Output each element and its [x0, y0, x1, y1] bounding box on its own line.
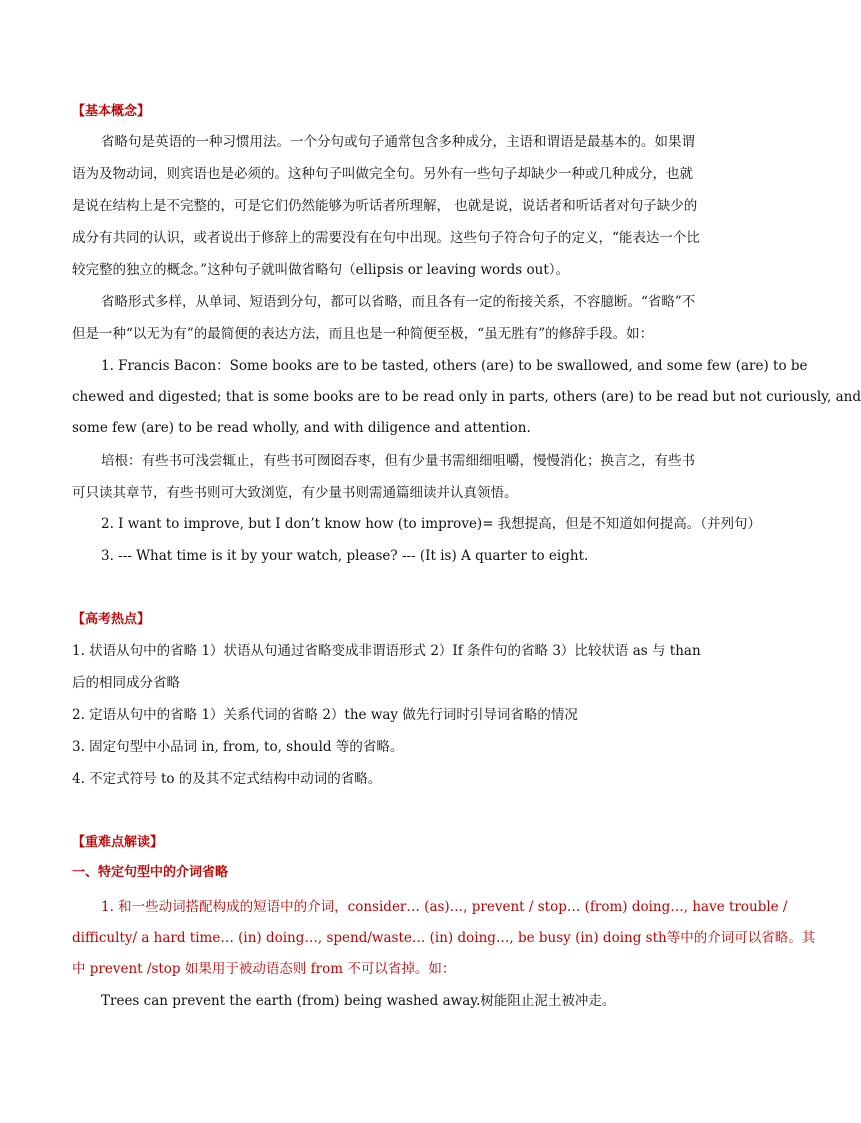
paragraph-line: 中 prevent /stop 如果用于被动语态则 from 不可以省掉。如： — [72, 961, 456, 977]
heading-exam-hotspots: 【高考热点】 — [72, 612, 151, 627]
paragraph-line: 较完整的独立的概念。”这种句子就叫做省略句（ellipsis or leaving words out）。 — [72, 262, 569, 278]
paragraph-line: 省略形式多样，从单词、短语到分句，都可以省略，而且各有一定的衔接关系，不容臆断。“省略”不 — [101, 294, 696, 310]
paragraph-line: 是说在结构上是不完整的，可是它们仍然能够为听话者所理解， 也就是说，说话者和听话者对句子缺少的 — [72, 198, 698, 214]
translation-line: 可只读其章节，有些书则可大致浏览，有少量书则需通篇细读并认真领悟。 — [72, 485, 518, 501]
paragraph-line: 但是一种“以无为有”的最简便的表达方法，而且也是一种简便至极，“虽无胜有”的修辞手段。如： — [72, 326, 654, 342]
list-item: 4. 不定式符号 to 的及其不定式结构中动词的省略。 — [72, 771, 382, 787]
heading-key-points: 【重难点解读】 — [72, 835, 164, 850]
subheading-preposition-omission: 一、特定句型中的介词省略 — [72, 865, 229, 880]
list-item: 3. 固定句型中小品词 in, from, to, should 等的省略。 — [72, 739, 404, 755]
paragraph-line: 语为及物动词，则宾语也是必须的。这种句子叫做完全句。另外有一些句子却缺少一种或几种成分，也就 — [72, 166, 693, 182]
paragraph-line: difficulty/ a hard time… (in) doing…, spend/waste… (in) doing…, be busy (in) doing sth等中的介词可以省略。其 — [72, 930, 816, 946]
example-line: 1. Francis Bacon：Some books are to be tasted, others (are) to be swallowed, and some few (are) to be — [101, 358, 808, 374]
list-item: 1. 状语从句中的省略 1）状语从句通过省略变成非谓语形式 2）If 条件句的省略 3）比较状语 as 与 than — [72, 643, 701, 659]
example-line: 2. I want to improve, but I don’t know how (to improve)= 我想提高，但是不知道如何提高。（并列句） — [101, 516, 762, 532]
example-line: 3. --- What time is it by your watch, please? --- (It is) A quarter to eight. — [101, 548, 589, 564]
example-line: chewed and digested; that is some books are to be read only in parts, others (are) to be read but not curiously, and — [72, 389, 861, 405]
paragraph-line: 1. 和一些动词搭配构成的短语中的介词，consider… (as)…, prevent / stop… (from) doing…, have trouble / — [101, 899, 788, 915]
translation-line: 培根：有些书可浅尝辄止，有些书可囫囵吞枣，但有少量书需细细咀嚼，慢慢消化；换言之，有些书 — [101, 453, 695, 469]
list-item: 2. 定语从句中的省略 1）关系代词的省略 2）the way 做先行词时引导词省略的情况 — [72, 707, 578, 723]
heading-basic-concept: 【基本概念】 — [72, 104, 151, 119]
example-line: some few (are) to be read wholly, and with diligence and attention. — [72, 420, 531, 436]
paragraph-line: 成分有共同的认识，或者说出于修辞上的需要没有在句中出现。这些句子符合句子的定义，“能表达一个比 — [72, 230, 700, 246]
list-item: 后的相同成分省略 — [72, 675, 180, 691]
example-line: Trees can prevent the earth (from) being washed away.树能阻止泥土被冲走。 — [101, 993, 616, 1009]
paragraph-line: 省略句是英语的一种习惯用法。一个分句或句子通常包含多种成分，主语和谓语是最基本的。如果谓 — [101, 134, 695, 150]
